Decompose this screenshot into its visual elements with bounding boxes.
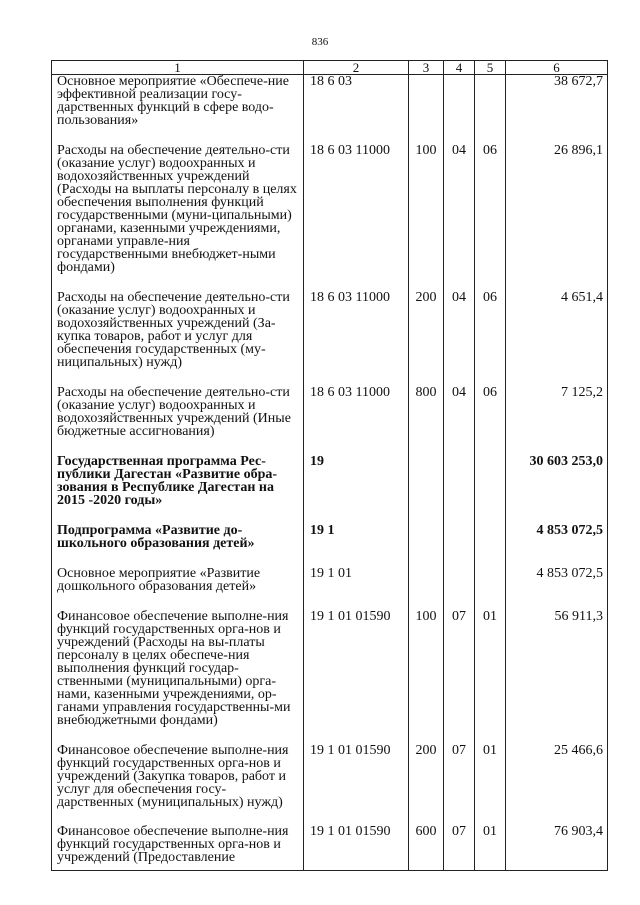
row-vr-cell — [409, 567, 444, 610]
row-name-cell: Расходы на обеспечение деятельно-сти (оказание услуг) водоохранных и водохозяйственных учреждений (Расходы на выплаты персоналу в целях обеспечения выполнения функций государственными (муни-ципальными) органами, казенными учреждениями, органами управле-ния государственными внебюджет-ными фондами) — [52, 144, 304, 291]
row-name-cell: Подпрограмма «Развитие до-школьного образования детей» — [52, 524, 304, 567]
row-sum-cell: 4 853 072,5 — [506, 567, 608, 610]
row-code-cell: 19 1 01 01590 — [304, 825, 409, 871]
row-rz-cell — [444, 567, 475, 610]
row-vr-cell: 100 — [409, 144, 444, 291]
table-row — [52, 386, 608, 455]
row-pr-cell — [475, 455, 506, 524]
row-rz-cell: 07 — [444, 744, 475, 825]
row-name-cell: Финансовое обеспечение выполне-ния функций государственных орга-нов и учреждений (Закупка товаров, работ и услуг для обеспечения госу-дарственных (муниципальных) нужд) — [52, 744, 304, 825]
row-rz-cell — [444, 455, 475, 524]
row-pr-cell: 06 — [475, 291, 506, 386]
row-pr-cell: 01 — [475, 610, 506, 744]
row-rz-cell — [444, 524, 475, 567]
row-sum-cell: 25 466,6 — [506, 744, 608, 825]
budget-table — [51, 60, 608, 871]
row-code-cell: 19 1 01 01590 — [304, 610, 409, 744]
column-header-3: 3 — [409, 61, 444, 75]
row-vr-cell — [409, 524, 444, 567]
table-row — [52, 144, 608, 291]
row-rz-cell: 07 — [444, 610, 475, 744]
row-sum-cell: 4 651,4 — [506, 291, 608, 386]
row-name-cell: Финансовое обеспечение выполне-ния функций государственных орга-нов и учреждений (Расходы на вы-платы персоналу в целях обеспече-ния выполнения функций государ-ственными (муниципальными) орга-нами, казенными учреждениями, ор-ганами управления государственны-ми внебюджетными фондами) — [52, 610, 304, 744]
row-sum-cell: 7 125,2 — [506, 386, 608, 455]
column-header-4: 4 — [444, 61, 475, 75]
row-pr-cell: 06 — [475, 386, 506, 455]
table-row — [52, 567, 608, 610]
row-rz-cell: 04 — [444, 386, 475, 455]
row-name-cell: Расходы на обеспечение деятельно-сти (оказание услуг) водоохранных и водохозяйственных учреждений (Иные бюджетные ассигнования) — [52, 386, 304, 455]
row-code-cell: 18 6 03 — [304, 75, 409, 145]
row-pr-cell: 06 — [475, 144, 506, 291]
column-header-2: 2 — [304, 61, 409, 75]
row-pr-cell: 01 — [475, 744, 506, 825]
row-vr-cell: 200 — [409, 291, 444, 386]
table-row — [52, 524, 608, 567]
row-vr-cell: 100 — [409, 610, 444, 744]
row-name-cell: Расходы на обеспечение деятельно-сти (оказание услуг) водоохранных и водохозяйственных учреждений (За-купка товаров, работ и услуг для обеспечения государственных (му-ниципальных) нужд) — [52, 291, 304, 386]
row-rz-cell — [444, 75, 475, 145]
row-sum-cell: 4 853 072,5 — [506, 524, 608, 567]
row-code-cell: 18 6 03 11000 — [304, 144, 409, 291]
table-row — [52, 744, 608, 825]
table-row — [52, 610, 608, 744]
row-code-cell: 18 6 03 11000 — [304, 386, 409, 455]
row-sum-cell: 56 911,3 — [506, 610, 608, 744]
row-rz-cell: 04 — [444, 291, 475, 386]
row-code-cell: 19 1 — [304, 524, 409, 567]
row-pr-cell — [475, 567, 506, 610]
row-sum-cell: 76 903,4 — [506, 825, 608, 871]
row-rz-cell: 04 — [444, 144, 475, 291]
row-name-cell: Основное мероприятие «Обеспече-ние эффективной реализации госу-дарственных функций в сфере водо-пользования» — [52, 75, 304, 145]
row-name-cell: Финансовое обеспечение выполне-ния функций государственных орга-нов и учреждений (Предоставление — [52, 825, 304, 871]
row-sum-cell: 30 603 253,0 — [506, 455, 608, 524]
table-body — [52, 75, 608, 871]
table-row — [52, 75, 608, 145]
table-row — [52, 825, 608, 871]
row-vr-cell: 200 — [409, 744, 444, 825]
row-sum-cell: 38 672,7 — [506, 75, 608, 145]
row-pr-cell — [475, 75, 506, 145]
row-code-cell: 18 6 03 11000 — [304, 291, 409, 386]
row-code-cell: 19 1 01 — [304, 567, 409, 610]
row-vr-cell: 600 — [409, 825, 444, 871]
row-pr-cell — [475, 524, 506, 567]
row-name-cell: Основное мероприятие «Развитие дошкольного образования детей» — [52, 567, 304, 610]
row-name-cell: Государственная программа Рес-публики Дагестан «Развитие обра-зования в Республике Дагестан на 2015 -2020 годы» — [52, 455, 304, 524]
column-header-1: 1 — [52, 61, 304, 75]
row-rz-cell: 07 — [444, 825, 475, 871]
page-number: 836 — [311, 36, 329, 48]
row-pr-cell: 01 — [475, 825, 506, 871]
row-code-cell: 19 1 01 01590 — [304, 744, 409, 825]
row-sum-cell: 26 896,1 — [506, 144, 608, 291]
table-header-row — [52, 61, 608, 75]
row-vr-cell — [409, 75, 444, 145]
table-row — [52, 291, 608, 386]
column-header-6: 6 — [506, 61, 608, 75]
table-row — [52, 455, 608, 524]
row-vr-cell: 800 — [409, 386, 444, 455]
row-code-cell: 19 — [304, 455, 409, 524]
row-vr-cell — [409, 455, 444, 524]
column-header-5: 5 — [475, 61, 506, 75]
